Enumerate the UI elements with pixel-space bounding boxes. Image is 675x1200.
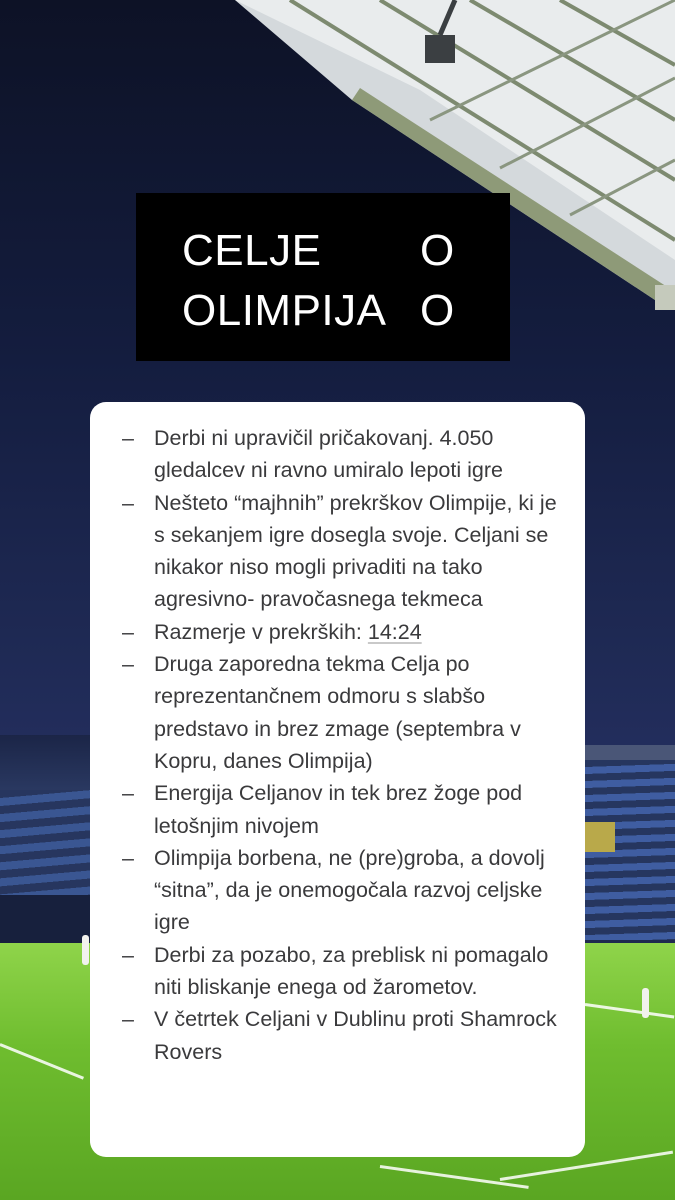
away-team-score: O xyxy=(420,286,455,335)
list-item xyxy=(90,777,571,842)
bullet-dash: – xyxy=(122,781,134,806)
list-item xyxy=(90,422,571,487)
note-text: Energija Celjanov in tek brez žoge pod letošnjim nivojem xyxy=(154,781,523,838)
pitch-line xyxy=(0,1043,84,1079)
pitch-line xyxy=(585,1003,675,1018)
scoreline-box xyxy=(136,193,510,361)
match-notes-card xyxy=(90,402,585,1157)
note-text: Olimpija borbena, ne (pre)groba, a dovolj “sitna”, da je onemogočala razvoj celjske igre xyxy=(154,845,545,935)
list-item xyxy=(90,842,571,939)
stadium-trees-left xyxy=(0,735,95,795)
bullet-dash: – xyxy=(122,942,134,967)
list-item xyxy=(90,939,571,1004)
fouls-ratio: 14:24 xyxy=(367,619,422,644)
home-team-score: O xyxy=(420,226,455,275)
note-text: V četrtek Celjani v Dublinu proti Shamrock Rovers xyxy=(154,1007,557,1064)
note-text: Derbi za pozabo, za preblisk ni pomagalo niti bliskanje enega od žarometov. xyxy=(154,942,549,1000)
bullet-dash: – xyxy=(122,490,134,515)
list-item xyxy=(90,487,571,616)
list-item xyxy=(90,648,571,777)
advertising-board-left xyxy=(0,895,95,943)
list-item xyxy=(90,616,571,648)
player xyxy=(642,988,649,1018)
bullet-dash: – xyxy=(122,619,134,644)
player xyxy=(82,935,89,965)
note-text: Derbi ni upravičil pričakovanj. 4.050 gledalcev ni ravno umiralo lepoti igre xyxy=(154,426,503,483)
bullet-dash: – xyxy=(122,426,134,450)
fouls-label: Razmerje v prekrških: xyxy=(154,619,368,644)
yellow-seats-right xyxy=(585,822,615,852)
bullet-dash: – xyxy=(122,1007,134,1032)
bullet-dash: – xyxy=(122,652,134,677)
home-team-name: CELJE xyxy=(182,226,322,275)
bullet-dash: – xyxy=(122,845,134,870)
note-text: Druga zaporedna tekma Celja po reprezentančnem odmoru s slabšo predstavo in brez zmage (septembra v Kopru, danes Olimpija) xyxy=(154,652,521,773)
list-item xyxy=(90,1003,571,1068)
stadium-stands-right xyxy=(585,760,675,950)
match-notes-list xyxy=(90,402,585,1068)
note-text: Nešteto “majhnih” prekrškov Olimpije, ki je s sekanjem igre dosegla svoje. Celjani se nikakor niso mogli privaditi na tako agresivno- pravočasnega tekmeca xyxy=(154,490,557,612)
away-team-name: OLIMPIJA xyxy=(182,286,387,335)
